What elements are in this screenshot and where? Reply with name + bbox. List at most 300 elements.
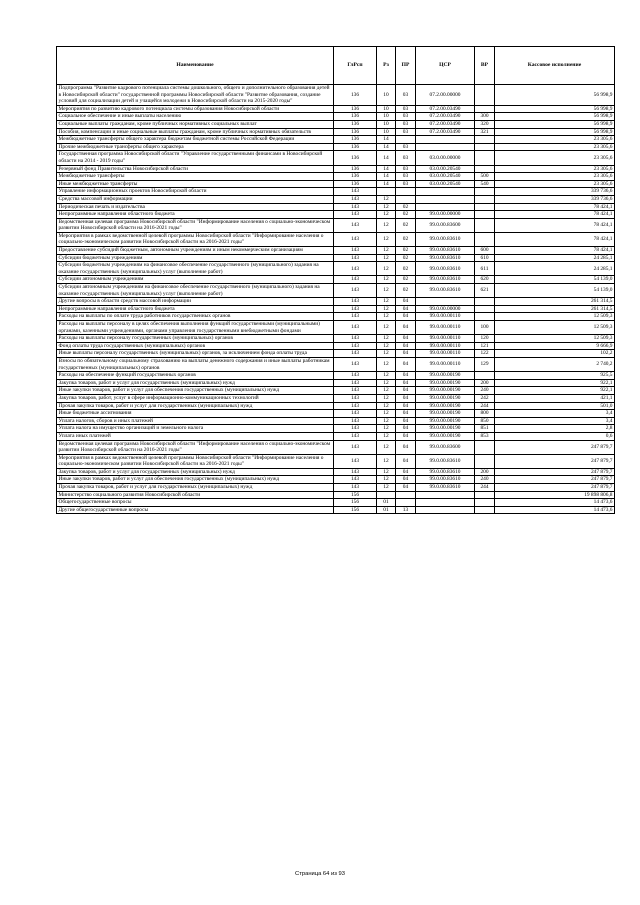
row-name: Управление информационных проектов Новосибирской области <box>57 188 334 196</box>
row-csr: 07.2.00.03490 <box>416 120 475 128</box>
row-rz: 14 <box>377 136 396 144</box>
row-pr <box>396 499 416 507</box>
row-pr: 02 <box>396 276 416 284</box>
row-rz: 12 <box>377 195 396 203</box>
row-amount: 54 139,0 <box>495 284 615 298</box>
row-pr: 02 <box>396 232 416 246</box>
row-rz: 01 <box>377 499 396 507</box>
row-csr: 99.0.00.83610 <box>416 454 475 468</box>
row-csr: 99.0.00.00110 <box>416 321 475 335</box>
row-rz: 12 <box>377 342 396 350</box>
row-name: Государственная программа Новосибирской области "Управление государственными финансами в Новосибирской области на 2014 - 2019 годы" <box>57 151 334 165</box>
table-row <box>57 173 615 181</box>
row-pr: 03 <box>396 128 416 136</box>
row-glrsp: 143 <box>334 254 377 262</box>
row-glrsp: 136 <box>334 136 377 144</box>
row-rz: 12 <box>377 432 396 440</box>
row-rz: 12 <box>377 484 396 492</box>
row-amount: 56 998,9 <box>495 85 615 106</box>
row-pr: 04 <box>396 484 416 492</box>
row-csr: 99.0.00.00190 <box>416 417 475 425</box>
table-row <box>57 484 615 492</box>
row-amount: 78 424,1 <box>495 247 615 255</box>
table-row <box>57 432 615 440</box>
row-glrsp: 143 <box>334 313 377 321</box>
row-vr <box>475 372 495 380</box>
row-name: Ведомственная целевая программа Новосибирской области "Информирование населения о социально-экономическом развитии Новосибирской области на 2016-2021 годы" <box>57 218 334 232</box>
row-glrsp: 143 <box>334 247 377 255</box>
row-csr: 07.2.00.03490 <box>416 128 475 136</box>
row-name: Субсидии бюджетным учреждениям <box>57 254 334 262</box>
row-rz: 12 <box>377 262 396 276</box>
row-pr: 04 <box>396 440 416 454</box>
row-glrsp: 143 <box>334 298 377 306</box>
row-name: Иные закупки товаров, работ и услуг для обеспечения государственных (муниципальных) нужд <box>57 387 334 395</box>
row-amount: 23 305,6 <box>495 136 615 144</box>
row-pr: 13 <box>396 506 416 514</box>
header-glrsp: ГлРсп <box>334 47 377 85</box>
row-rz: 12 <box>377 298 396 306</box>
row-vr: 240 <box>475 387 495 395</box>
row-csr: 99.0.00.83600 <box>416 218 475 232</box>
row-vr: 120 <box>475 335 495 343</box>
table-row <box>57 180 615 188</box>
row-rz: 01 <box>377 506 396 514</box>
row-glrsp: 136 <box>334 105 377 113</box>
row-amount: 56 998,9 <box>495 128 615 136</box>
row-pr: 02 <box>396 203 416 211</box>
row-name: Другие общегосударственные вопросы <box>57 506 334 514</box>
row-vr: 321 <box>475 128 495 136</box>
row-glrsp: 136 <box>334 151 377 165</box>
row-pr: 04 <box>396 321 416 335</box>
row-glrsp: 143 <box>334 218 377 232</box>
row-glrsp: 143 <box>334 432 377 440</box>
row-vr: 242 <box>475 394 495 402</box>
row-pr: 04 <box>396 372 416 380</box>
table-row <box>57 506 615 514</box>
row-csr <box>416 203 475 211</box>
row-pr: 04 <box>396 410 416 418</box>
row-name: Субсидии автономным учреждениям на финансовое обеспечение государственного (муниципального) задания на оказание государственных (муниципальных) услуг (выполнение работ) <box>57 284 334 298</box>
row-csr <box>416 195 475 203</box>
row-vr: 100 <box>475 321 495 335</box>
row-glrsp: 143 <box>334 425 377 433</box>
row-rz: 12 <box>377 218 396 232</box>
row-pr: 03 <box>396 85 416 106</box>
row-csr: 99.0.00.00190 <box>416 402 475 410</box>
table-row <box>57 247 615 255</box>
row-vr: 200 <box>475 468 495 476</box>
row-glrsp: 143 <box>334 440 377 454</box>
row-csr <box>416 506 475 514</box>
row-pr: 04 <box>396 394 416 402</box>
row-glrsp: 156 <box>334 499 377 507</box>
row-csr: 03.0.00.20540 <box>416 173 475 181</box>
row-vr: 621 <box>475 284 495 298</box>
row-amount: 54 139,0 <box>495 276 615 284</box>
row-rz: 12 <box>377 440 396 454</box>
row-rz: 12 <box>377 425 396 433</box>
row-vr: 300 <box>475 113 495 121</box>
row-name: Закупка товаров, работ и услуг для государственных (муниципальных) нужд <box>57 379 334 387</box>
row-vr: 620 <box>475 276 495 284</box>
table-row <box>57 143 615 151</box>
row-amount: 23 305,6 <box>495 143 615 151</box>
row-amount: 19 898 806,8 <box>495 491 615 499</box>
row-name: Субсидии бюджетным учреждениям на финансовое обеспечение государственного (муниципального) задания на оказание государственных (муниципальных) услуг (выполнение работ) <box>57 262 334 276</box>
table-row <box>57 232 615 246</box>
row-amount: 421,1 <box>495 394 615 402</box>
row-vr <box>475 203 495 211</box>
row-rz: 12 <box>377 402 396 410</box>
row-pr: 04 <box>396 342 416 350</box>
row-pr: 04 <box>396 387 416 395</box>
row-csr: 99.0.00.00190 <box>416 410 475 418</box>
row-name: Подпрограмма "Развитие кадрового потенциала системы дошкольного, общего и дополнительного образования детей в Новосибирской области" государственной программы Новосибирской области "Развитие образования, создание условий для социализации детей и учащейся молодежи в Новосибирской области на 2015-2020 годы" <box>57 85 334 106</box>
table-row <box>57 113 615 121</box>
row-amount: 922,1 <box>495 387 615 395</box>
row-amount: 78 424,1 <box>495 203 615 211</box>
row-rz: 12 <box>377 454 396 468</box>
row-glrsp: 143 <box>334 484 377 492</box>
row-csr: 03.0.00.20540 <box>416 165 475 173</box>
row-vr <box>475 211 495 219</box>
row-glrsp: 136 <box>334 165 377 173</box>
row-glrsp: 143 <box>334 342 377 350</box>
table-row <box>57 128 615 136</box>
row-vr <box>475 165 495 173</box>
row-amount: 12 509,3 <box>495 335 615 343</box>
header-csr: ЦСР <box>416 47 475 85</box>
row-csr: 99.0.00.00110 <box>416 313 475 321</box>
row-rz: 12 <box>377 254 396 262</box>
row-amount: 24 285,1 <box>495 262 615 276</box>
row-csr: 99.0.00.00190 <box>416 425 475 433</box>
row-glrsp: 143 <box>334 387 377 395</box>
row-name: Мероприятия по развитию кадрового потенциала системы образования Новосибирской области <box>57 105 334 113</box>
row-glrsp: 156 <box>334 506 377 514</box>
row-pr: 04 <box>396 357 416 371</box>
report-sheet <box>56 46 614 514</box>
row-name: Средства массовой информации <box>57 195 334 203</box>
row-name: Прочие межбюджетные трансферты общего характера <box>57 143 334 151</box>
row-glrsp: 136 <box>334 113 377 121</box>
row-rz: 14 <box>377 180 396 188</box>
row-pr: 04 <box>396 298 416 306</box>
row-rz: 12 <box>377 305 396 313</box>
row-csr: 99.0.00.00190 <box>416 432 475 440</box>
row-vr <box>475 313 495 321</box>
table-row <box>57 342 615 350</box>
row-pr: 04 <box>396 454 416 468</box>
row-rz: 12 <box>377 321 396 335</box>
row-amount: 0,6 <box>495 432 615 440</box>
row-name: Периодическая печать и издательства <box>57 203 334 211</box>
row-glrsp: 143 <box>334 350 377 358</box>
row-glrsp: 143 <box>334 321 377 335</box>
row-amount: 2,8 <box>495 425 615 433</box>
table-row <box>57 188 615 196</box>
row-name: Иные бюджетные ассигнования <box>57 410 334 418</box>
row-vr: 240 <box>475 476 495 484</box>
row-vr: 320 <box>475 120 495 128</box>
row-csr: 99.0.00.83610 <box>416 262 475 276</box>
row-amount: 9 666,9 <box>495 342 615 350</box>
table-row <box>57 305 615 313</box>
row-vr: 850 <box>475 417 495 425</box>
row-name: Иные межбюджетные трансферты <box>57 180 334 188</box>
row-name: Фонд оплаты труда государственных (муниципальных) органов <box>57 342 334 350</box>
row-csr: 99.0.00.00110 <box>416 342 475 350</box>
row-pr: 03 <box>396 113 416 121</box>
row-glrsp: 143 <box>334 357 377 371</box>
row-vr <box>475 151 495 165</box>
row-pr: 04 <box>396 313 416 321</box>
row-amount: 339 736,6 <box>495 195 615 203</box>
row-amount: 14 473,6 <box>495 499 615 507</box>
row-vr: 853 <box>475 432 495 440</box>
row-name: Расходы на обеспечение функций государственных органов <box>57 372 334 380</box>
row-pr <box>396 188 416 196</box>
table-row <box>57 203 615 211</box>
row-rz: 12 <box>377 379 396 387</box>
row-name: Мероприятия в рамках ведомственной целевой программы Новосибирской области "Информирование населения о социально-экономическом развитии Новосибирской области на 2016-2021 годы" <box>57 454 334 468</box>
page-footer: Страница 64 из 93 <box>295 871 345 877</box>
row-name: Социальные выплаты гражданам, кроме публичных нормативных социальных выплат <box>57 120 334 128</box>
table-row <box>57 417 615 425</box>
header-vr: ВР <box>475 47 495 85</box>
row-pr: 03 <box>396 165 416 173</box>
table-row <box>57 85 615 106</box>
row-amount: 247 879,7 <box>495 454 615 468</box>
row-amount: 23 305,6 <box>495 165 615 173</box>
row-pr: 02 <box>396 254 416 262</box>
row-vr: 500 <box>475 173 495 181</box>
row-rz: 12 <box>377 232 396 246</box>
row-glrsp: 143 <box>334 410 377 418</box>
row-vr <box>475 218 495 232</box>
row-vr <box>475 143 495 151</box>
row-vr <box>475 499 495 507</box>
row-pr: 03 <box>396 120 416 128</box>
row-vr: 600 <box>475 247 495 255</box>
row-name: Межбюджетные трансферты общего характера бюджетам бюджетной системы Российской Федерации <box>57 136 334 144</box>
row-glrsp: 143 <box>334 417 377 425</box>
row-csr <box>416 136 475 144</box>
row-pr: 03 <box>396 180 416 188</box>
row-vr: 610 <box>475 254 495 262</box>
row-name: Мероприятия в рамках ведомственной целевой программы Новосибирской области "Информирование населения о социально-экономическом развитии Новосибирской области на 2016-2021 годы" <box>57 232 334 246</box>
table-header-row <box>57 47 615 85</box>
row-name: Расходы на выплаты по оплате труда работников государственных органов <box>57 313 334 321</box>
row-glrsp: 143 <box>334 394 377 402</box>
row-glrsp: 143 <box>334 203 377 211</box>
row-name: Непрограммные направления областного бюджета <box>57 211 334 219</box>
table-row <box>57 313 615 321</box>
row-name: Иные закупки товаров, работ и услуг для обеспечения государственных (муниципальных) нужд <box>57 476 334 484</box>
row-rz: 12 <box>377 211 396 219</box>
row-csr: 99.0.00.83610 <box>416 476 475 484</box>
row-rz: 10 <box>377 120 396 128</box>
table-row <box>57 372 615 380</box>
row-pr: 02 <box>396 211 416 219</box>
table-row <box>57 254 615 262</box>
table-row <box>57 298 615 306</box>
row-rz: 10 <box>377 113 396 121</box>
row-csr: 99.0.00.83610 <box>416 468 475 476</box>
table-row <box>57 379 615 387</box>
row-csr: 99.0.00.83610 <box>416 284 475 298</box>
row-rz: 12 <box>377 417 396 425</box>
table-row <box>57 151 615 165</box>
row-rz: 12 <box>377 247 396 255</box>
row-rz <box>377 491 396 499</box>
row-pr: 02 <box>396 218 416 232</box>
row-csr: 99.0.00.00110 <box>416 350 475 358</box>
row-name: Закупка товаров, работ и услуг для государственных (муниципальных) нужд <box>57 468 334 476</box>
row-name: Социальное обеспечение и иные выплаты населению <box>57 113 334 121</box>
row-rz: 12 <box>377 350 396 358</box>
row-name: Иные выплаты персоналу государственных (муниципальных) органов, за исключением фонда оплаты труда <box>57 350 334 358</box>
row-glrsp: 143 <box>334 232 377 246</box>
row-amount: 2 740,2 <box>495 357 615 371</box>
row-name: Закупка товаров, работ, услуг в сфере информационно-коммуникационных технологий <box>57 394 334 402</box>
row-rz: 10 <box>377 128 396 136</box>
row-amount: 23 305,6 <box>495 151 615 165</box>
row-rz: 12 <box>377 313 396 321</box>
table-row <box>57 499 615 507</box>
row-pr: 04 <box>396 468 416 476</box>
row-pr: 03 <box>396 173 416 181</box>
table-row <box>57 195 615 203</box>
row-pr: 04 <box>396 305 416 313</box>
row-csr: 99.0.00.83610 <box>416 247 475 255</box>
row-pr: 02 <box>396 247 416 255</box>
row-vr <box>475 105 495 113</box>
table-row <box>57 491 615 499</box>
row-rz: 12 <box>377 372 396 380</box>
row-vr <box>475 491 495 499</box>
row-glrsp: 143 <box>334 262 377 276</box>
table-row <box>57 387 615 395</box>
row-glrsp: 143 <box>334 468 377 476</box>
table-row <box>57 105 615 113</box>
table-row <box>57 402 615 410</box>
row-rz: 12 <box>377 357 396 371</box>
row-amount: 78 424,1 <box>495 218 615 232</box>
row-glrsp: 143 <box>334 379 377 387</box>
row-name: Расходы на выплаты персоналу государственных (муниципальных) органов <box>57 335 334 343</box>
row-rz: 14 <box>377 165 396 173</box>
row-vr <box>475 85 495 106</box>
row-csr <box>416 298 475 306</box>
row-vr <box>475 305 495 313</box>
row-pr: 04 <box>396 476 416 484</box>
row-amount: 261 314,5 <box>495 305 615 313</box>
row-name: Резервный фонд Правительства Новосибирской области <box>57 165 334 173</box>
row-vr: 244 <box>475 484 495 492</box>
row-amount: 102,2 <box>495 350 615 358</box>
row-name: Министерство социального развития Новосибирской области <box>57 491 334 499</box>
table-row <box>57 120 615 128</box>
row-glrsp: 143 <box>334 476 377 484</box>
row-vr <box>475 195 495 203</box>
row-glrsp: 136 <box>334 85 377 106</box>
row-glrsp: 136 <box>334 180 377 188</box>
row-glrsp: 143 <box>334 372 377 380</box>
row-glrsp: 136 <box>334 128 377 136</box>
table-row <box>57 165 615 173</box>
row-name: Предоставление субсидий бюджетным, автономным учреждениям и иным некоммерческим организациям <box>57 247 334 255</box>
row-pr: 02 <box>396 262 416 276</box>
row-glrsp: 136 <box>334 173 377 181</box>
row-rz: 12 <box>377 394 396 402</box>
row-rz: 12 <box>377 335 396 343</box>
header-pr: ПР <box>396 47 416 85</box>
table-row <box>57 211 615 219</box>
row-vr: 540 <box>475 180 495 188</box>
row-pr <box>396 195 416 203</box>
row-rz: 12 <box>377 203 396 211</box>
row-rz: 14 <box>377 143 396 151</box>
row-amount: 922,1 <box>495 379 615 387</box>
row-vr <box>475 506 495 514</box>
row-rz: 12 <box>377 410 396 418</box>
row-name: Уплата иных платежей <box>57 432 334 440</box>
row-glrsp: 143 <box>334 211 377 219</box>
row-csr: 99.0.00.00000 <box>416 305 475 313</box>
row-glrsp: 156 <box>334 491 377 499</box>
row-csr: 99.0.00.00190 <box>416 394 475 402</box>
row-csr: 99.0.00.00190 <box>416 379 475 387</box>
row-vr: 851 <box>475 425 495 433</box>
row-vr <box>475 232 495 246</box>
table-row <box>57 454 615 468</box>
row-pr: 04 <box>396 432 416 440</box>
row-amount: 247 879,7 <box>495 476 615 484</box>
row-name: Прочая закупка товаров, работ и услуг для государственных (муниципальных) нужд <box>57 402 334 410</box>
row-glrsp: 143 <box>334 284 377 298</box>
row-amount: 56 998,9 <box>495 105 615 113</box>
row-name: Общегосударственные вопросы <box>57 499 334 507</box>
row-csr: 99.0.00.83600 <box>416 440 475 454</box>
table-row <box>57 468 615 476</box>
header-name: Наименование <box>57 47 334 85</box>
row-amount: 925,5 <box>495 372 615 380</box>
row-name: Расходы на выплаты персоналу в целях обеспечения выполнения функций государственными (муниципальными) органами, казенными учреждениями, органами управления государственными внебюджетными фондами <box>57 321 334 335</box>
row-pr: 04 <box>396 350 416 358</box>
table-row <box>57 218 615 232</box>
row-rz: 12 <box>377 468 396 476</box>
budget-table <box>56 46 615 514</box>
row-rz: 12 <box>377 284 396 298</box>
table-row <box>57 425 615 433</box>
row-csr: 99.0.00.00000 <box>416 211 475 219</box>
row-rz: 12 <box>377 476 396 484</box>
row-glrsp: 143 <box>334 335 377 343</box>
row-amount: 56 998,9 <box>495 120 615 128</box>
row-vr <box>475 298 495 306</box>
table-row <box>57 321 615 335</box>
row-csr: 99.0.00.83610 <box>416 232 475 246</box>
row-glrsp: 143 <box>334 276 377 284</box>
row-pr: 03 <box>396 143 416 151</box>
row-rz: 14 <box>377 151 396 165</box>
table-row <box>57 410 615 418</box>
row-name: Субсидии автономным учреждениям <box>57 276 334 284</box>
row-csr: 99.0.00.00110 <box>416 335 475 343</box>
